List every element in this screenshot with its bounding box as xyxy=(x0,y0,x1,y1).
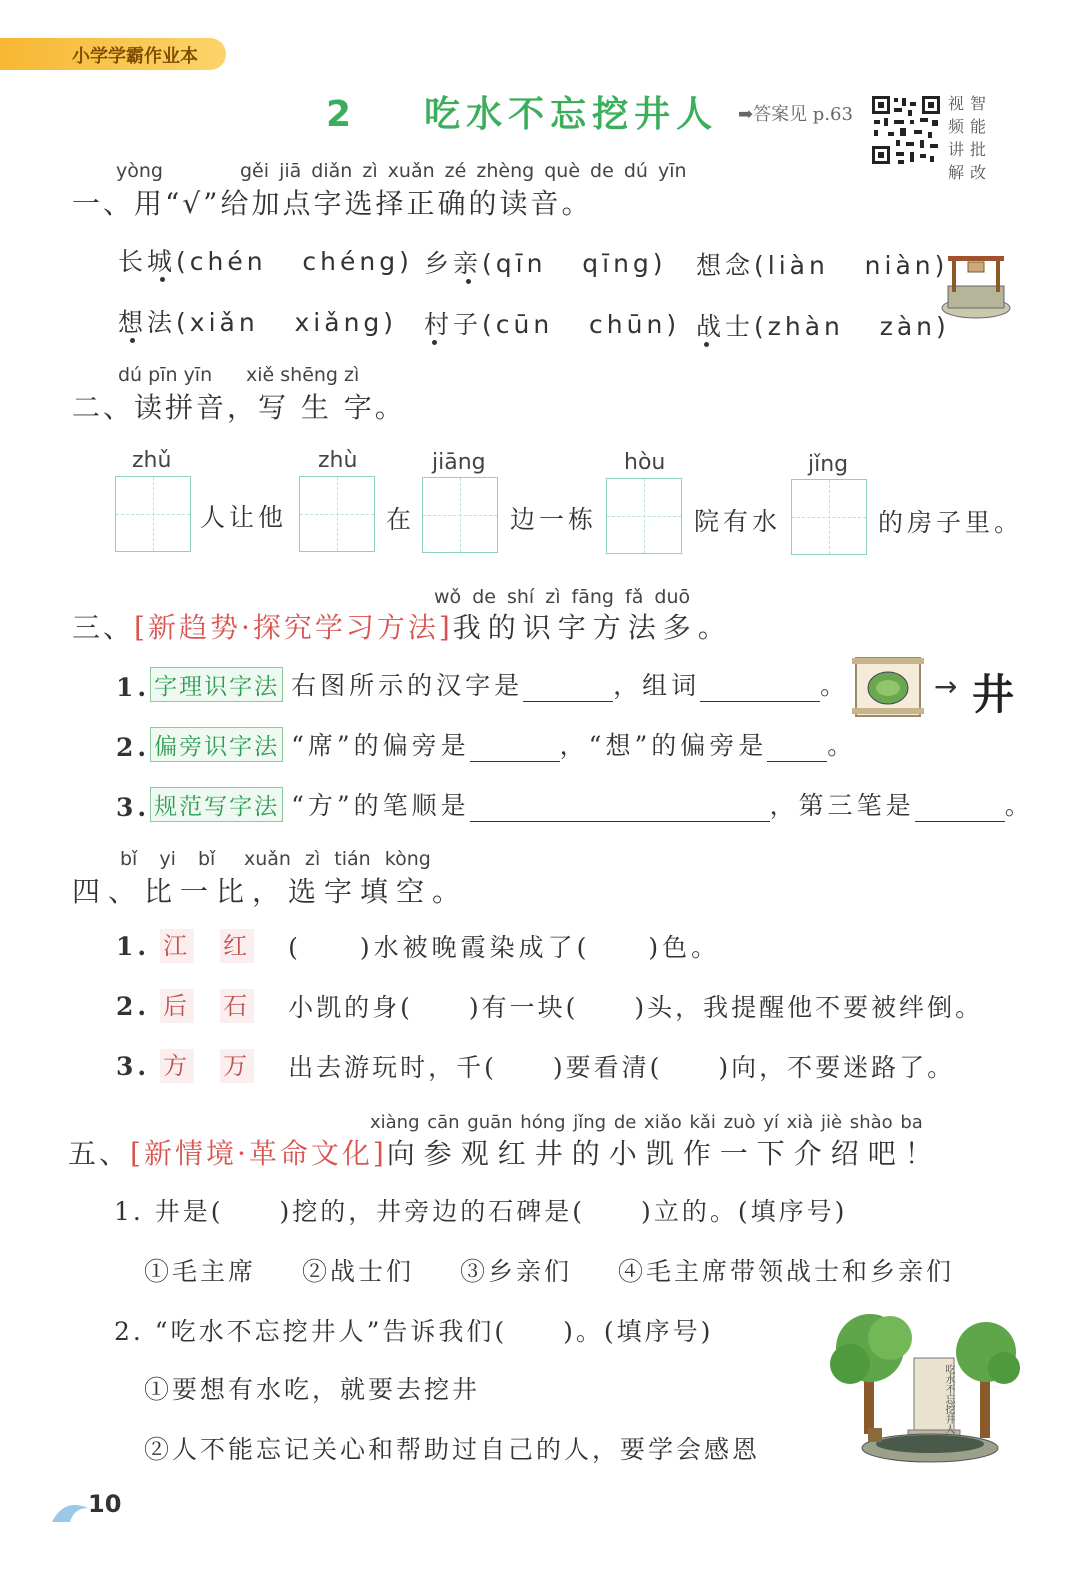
choice-char[interactable]: 江 xyxy=(160,929,194,963)
side-label: 改 xyxy=(970,163,987,182)
method-tag: 规范写字法 xyxy=(150,787,283,822)
s3-item-2 xyxy=(116,726,856,762)
item-number: 2. xyxy=(116,991,151,1021)
s4-item xyxy=(116,988,983,1024)
s3-tag: [新趋势·探究学习方法] xyxy=(134,611,453,644)
method-tag: 偏旁识字法 xyxy=(150,727,283,762)
well-pictograph xyxy=(852,654,924,720)
s5-title: 向参观红井的小凯作一下介绍吧！ xyxy=(386,1137,942,1170)
s1-item[interactable] xyxy=(118,303,397,339)
s1-pinyin-1: yòng xyxy=(116,160,163,182)
writing-box[interactable] xyxy=(422,477,498,553)
lesson-title xyxy=(326,86,718,137)
s5-question-1: 1. 井是( )挖的，井旁边的石碑是( )立的。(填序号) xyxy=(114,1197,848,1226)
s5-q2-option[interactable]: ①要想有水吃，就要去挖井 xyxy=(144,1375,481,1404)
answer-blank[interactable] xyxy=(470,727,560,762)
s4-sentence[interactable]: 出去游玩时，千( )要看清( )向，不要迷路了。 xyxy=(288,1053,956,1082)
s5-question-2: 2. “吃水不忘挖井人”告诉我们( )。(填序号) xyxy=(114,1317,714,1346)
s1-item[interactable] xyxy=(118,242,413,278)
s2-text: 边一栋 xyxy=(510,505,598,534)
emphasis-dot xyxy=(466,279,471,284)
option[interactable]: ②战士们 xyxy=(302,1257,415,1286)
s3-item-1 xyxy=(116,666,849,702)
method-tag: 字理识字法 xyxy=(150,667,283,702)
video-smart-labels xyxy=(948,92,992,184)
lesson-number: 2 xyxy=(326,94,358,135)
emphasis-dot xyxy=(432,340,437,345)
s5-title-row xyxy=(68,1132,942,1172)
s2-pinyin-1: dú pīn yīn xyxy=(118,364,213,386)
s2-text: 人让他 xyxy=(200,503,288,532)
choice-char[interactable]: 方 xyxy=(160,1049,194,1083)
answer-blank[interactable] xyxy=(767,727,827,762)
s1-word: 乡亲 xyxy=(424,249,483,278)
qr-code-icon[interactable] xyxy=(870,94,942,166)
s5-q1-options xyxy=(144,1252,954,1288)
s3-pinyin: wǒ de shí zì fāng fǎ duō xyxy=(434,586,691,608)
box-pinyin: zhù xyxy=(318,448,358,473)
side-label: 智 xyxy=(970,94,987,113)
s1-options: (qīn qīng) xyxy=(482,249,667,278)
emphasis-dot xyxy=(704,342,709,347)
box-pinyin: hòu xyxy=(624,450,666,475)
choice-char[interactable]: 红 xyxy=(220,929,254,963)
s3-text: 。 xyxy=(1004,791,1034,820)
choice-char[interactable]: 后 xyxy=(160,989,194,1023)
s5-q2-option[interactable]: ②人不能忘记关心和帮助过自己的人，要学会感恩 xyxy=(144,1435,761,1464)
s1-options: (chén chéng) xyxy=(176,247,413,276)
s1-word: 想念 xyxy=(696,251,755,280)
s1-item[interactable] xyxy=(424,244,667,280)
s3-text: 。 xyxy=(827,731,857,760)
s3-title: 我的识字方法多。 xyxy=(452,611,733,644)
s3-text: 。 xyxy=(820,671,850,700)
s3-text: “方”的笔顺是 xyxy=(291,791,470,820)
s2-text: 的房子里。 xyxy=(878,508,1024,537)
side-label: 解 xyxy=(948,163,965,182)
answer-blank[interactable] xyxy=(915,787,1005,822)
s5-prefix: 五、 xyxy=(68,1137,131,1170)
arrow-icon: → xyxy=(934,670,958,703)
s1-title: 一、用“√”给加点字选择正确的读音。 xyxy=(72,187,593,220)
side-label: 频 xyxy=(948,117,965,136)
s2-text: 在 xyxy=(386,505,416,534)
answer-blank[interactable] xyxy=(470,787,770,822)
s4-pinyin-1: bǐ yi bǐ xyxy=(120,848,216,870)
s1-word: 想法 xyxy=(118,308,177,337)
s1-item[interactable] xyxy=(424,305,680,341)
series-label: 小学学霸作业本 xyxy=(72,46,198,67)
s1-item[interactable] xyxy=(696,246,948,282)
lesson-title-text: 吃水不忘挖井人 xyxy=(424,94,719,135)
emphasis-dot xyxy=(130,338,135,343)
s3-item-3 xyxy=(116,786,1034,822)
s5-pinyin: xiàng cān guān hóng jǐng de xiǎo kǎi zuò yí xià jiè shào ba xyxy=(370,1112,923,1133)
well-illustration xyxy=(938,250,1014,320)
item-number: 1. xyxy=(116,931,151,961)
s1-pinyin-2: gěi jiā diǎn zì xuǎn zé zhèng què de dú yīn xyxy=(240,160,687,182)
s4-sentence[interactable]: 小凯的身( )有一块( )头，我提醒他不要被绊倒。 xyxy=(288,993,984,1022)
s1-options: (xiǎn xiǎng) xyxy=(176,308,398,337)
s3-text: “席”的偏旁是 xyxy=(291,731,470,760)
s1-options: (liàn niàn) xyxy=(754,251,949,280)
s3-text: ，“想”的偏旁是 xyxy=(559,731,768,760)
stele-text: 吃水不忘挖井人 xyxy=(943,1364,954,1434)
well-character: 井 xyxy=(972,670,1015,719)
s2-text: 院有水 xyxy=(694,507,782,536)
item-number: 3. xyxy=(116,793,151,822)
emphasis-dot xyxy=(160,277,165,282)
writing-box[interactable] xyxy=(115,476,191,552)
s1-item[interactable] xyxy=(696,307,950,343)
series-banner xyxy=(0,38,226,70)
item-number: 2. xyxy=(116,733,151,762)
option[interactable]: ①毛主席 xyxy=(144,1257,257,1286)
s3-title-row xyxy=(72,606,733,646)
s1-word: 战士 xyxy=(696,312,755,341)
answer-blank[interactable] xyxy=(523,667,613,702)
s2-title: 二、读拼音，写 生 字。 xyxy=(72,391,406,424)
s5-tag: [新情境·革命文化] xyxy=(130,1137,387,1170)
s1-options: (cūn chūn) xyxy=(482,310,681,339)
item-number: 1. xyxy=(116,673,151,702)
s3-prefix: 三、 xyxy=(72,611,135,644)
s4-pinyin-2: xuǎn zì tián kòng xyxy=(244,848,431,870)
writing-box[interactable] xyxy=(791,479,867,555)
s3-text: ，组词 xyxy=(613,671,701,700)
page-corner-decoration xyxy=(50,1494,90,1526)
choice-char[interactable]: 万 xyxy=(220,1049,254,1083)
s1-word: 长城 xyxy=(118,247,177,276)
answer-blank[interactable] xyxy=(700,667,820,702)
choice-char[interactable]: 石 xyxy=(220,989,254,1023)
s4-sentence[interactable]: ( )水被晚霞染成了( )色。 xyxy=(288,933,721,962)
writing-box[interactable] xyxy=(606,478,682,554)
writing-box[interactable] xyxy=(299,476,375,552)
s1-options: (zhàn zàn) xyxy=(754,312,950,341)
s2-pinyin-2: xiě shēng zì xyxy=(246,364,360,386)
red-well-illustration xyxy=(830,1308,1020,1468)
answer-reference: ➡答案见 p.63 xyxy=(738,104,853,125)
s4-item xyxy=(116,1048,955,1084)
s1-word: 村子 xyxy=(424,310,483,339)
s3-text: ，第三笔是 xyxy=(769,791,915,820)
box-pinyin: jiāng xyxy=(432,450,486,475)
item-number: 3. xyxy=(116,1051,151,1081)
option[interactable]: ③乡亲们 xyxy=(460,1257,573,1286)
box-pinyin: zhǔ xyxy=(132,448,172,473)
option[interactable]: ④毛主席带领战士和乡亲们 xyxy=(618,1257,955,1286)
side-label: 视 xyxy=(948,94,965,113)
s4-item xyxy=(116,928,720,964)
side-label: 讲 xyxy=(948,140,965,159)
side-label: 能 xyxy=(970,117,987,136)
s4-title: 四、比一比，选字填空。 xyxy=(72,875,469,908)
side-label: 批 xyxy=(970,140,987,159)
page-number: 10 xyxy=(88,1490,122,1518)
box-pinyin: jǐng xyxy=(808,452,849,477)
s3-text: 右图所示的汉字是 xyxy=(291,671,524,700)
